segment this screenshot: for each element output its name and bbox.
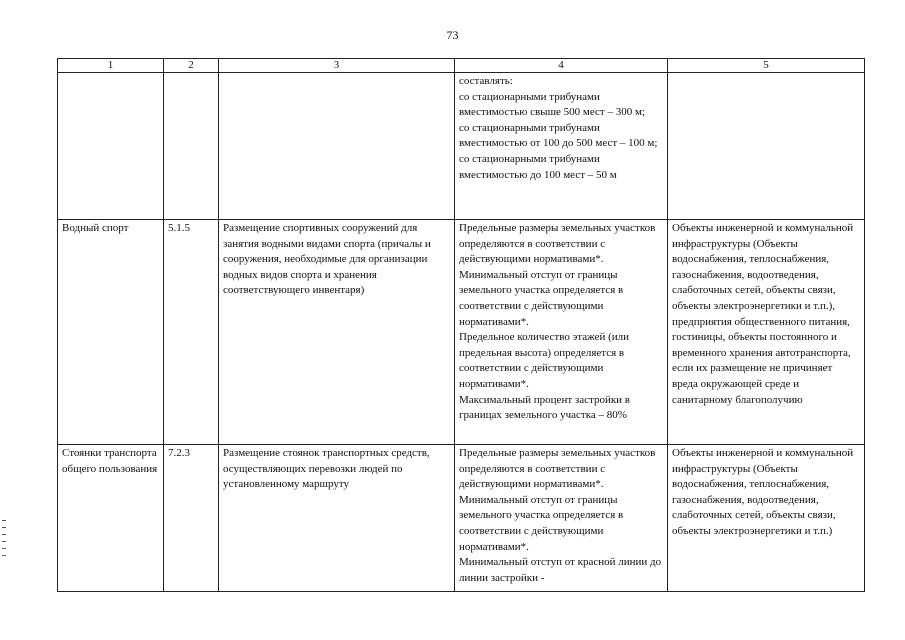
description-cell: Размещение спортивных сооружений для занятия водными видами спорта (причалы и сооружения, необходимые для организации водных видов спорта и хранения соответствующего инвентаря) (219, 220, 455, 445)
parameters-cell: составлять: со стационарными трибунами вместимостью свыше 500 мест – 300 м; со стационарными трибунами вместимостью от 100 до 500 мест – 100 м; со стационарными трибунами вместимостью до 100 мест – 50 м (455, 73, 668, 220)
code-cell: 5.1.5 (164, 220, 219, 445)
table-header-row (58, 59, 865, 73)
parameters-cell: Предельные размеры земельных участков определяются в соответствии с действующими нормативами*. Минимальный отступ от границы земельного участка определяется в соответствии с действующими нормативами*. Предельное количество этажей (или предельная высота) определяется в соответствии с действующими нормативами*. Максимальный процент застройки в границах земельного участка – 80% (455, 220, 668, 445)
column-header: 4 (455, 59, 668, 73)
auxiliary-uses-cell: Объекты инженерной и коммунальной инфраструктуры (Объекты водоснабжения, теплоснабжения, газоснабжения, водоотведения, слаботочных сетей, объекты связи, объекты электроэнергетики и т.п.) (668, 445, 865, 592)
column-header: 5 (668, 59, 865, 73)
scan-margin-marks (2, 520, 8, 562)
page-number: 73 (446, 28, 459, 42)
zoning-table (57, 58, 865, 592)
description-cell (219, 73, 455, 220)
table-row (58, 73, 865, 220)
auxiliary-uses-cell: Объекты инженерной и коммунальной инфраструктуры (Объекты водоснабжения, теплоснабжения, газоснабжения, водоотведения, слаботочных сетей, объекты связи, объекты электроэнергетики и т.п.), предприятия общественного питания, гостиницы, объекты постоянного и временного хранения автотранспорта, если их размещение не причиняет вреда окружающей среде и санитарному благополучию (668, 220, 865, 445)
table-row (58, 445, 865, 592)
code-cell (164, 73, 219, 220)
column-header: 2 (164, 59, 219, 73)
code-cell: 7.2.3 (164, 445, 219, 592)
parameters-cell: Предельные размеры земельных участков определяются в соответствии с действующими нормативами*. Минимальный отступ от границы земельного участка определяется в соответствии с действующими нормативами*. Минимальный отступ от красной линии до линии застройки - (455, 445, 668, 592)
column-header: 3 (219, 59, 455, 73)
description-cell: Размещение стоянок транспортных средств, осуществляющих перевозки людей по установленному маршруту (219, 445, 455, 592)
use-type-cell (58, 73, 164, 220)
column-header: 1 (58, 59, 164, 73)
use-type-cell: Стоянки транспорта общего пользования (58, 445, 164, 592)
auxiliary-uses-cell (668, 73, 865, 220)
table-row (58, 220, 865, 445)
use-type-cell: Водный спорт (58, 220, 164, 445)
